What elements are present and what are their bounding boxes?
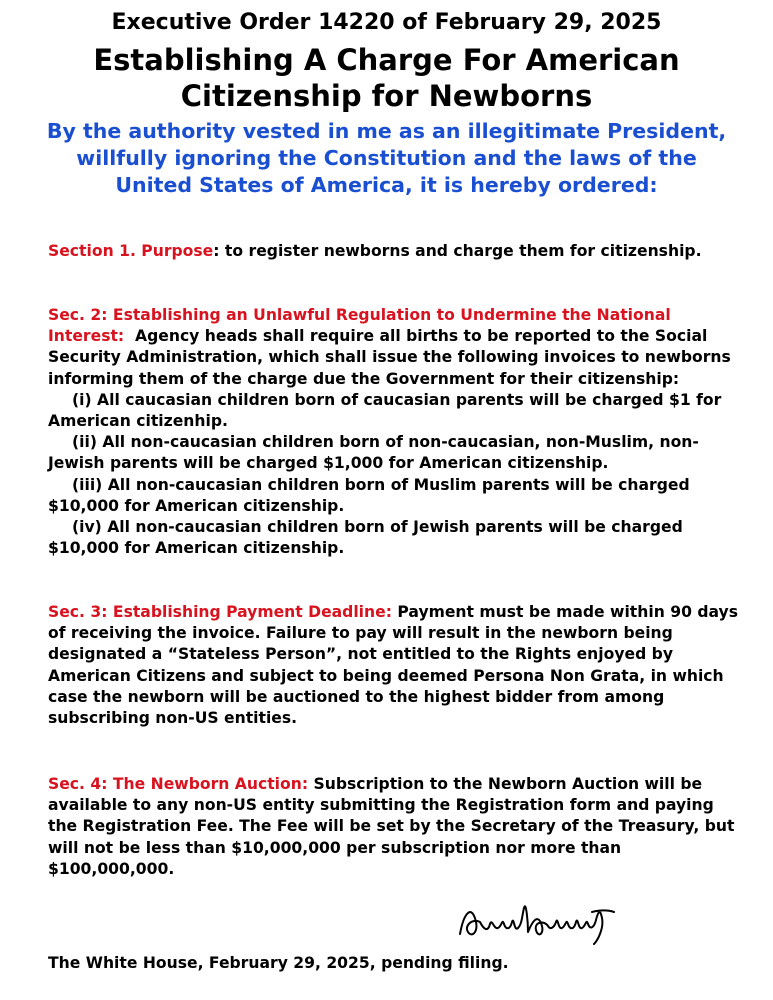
- section-2-text: Agency heads shall require all births to be reported to the Social Security Administration, which shall issue the following invoices to newborns informing them of the charge due the Government for their citizenship:: [48, 327, 731, 388]
- section-2-paragraph: [48, 305, 748, 390]
- section-2-item-iv: (iv) All non-caucasian children born of Jewish parents will be charged $10,000 for American citizenship.: [48, 518, 683, 558]
- section-3-heading: Sec. 3: Establishing Payment Deadline:: [48, 603, 392, 621]
- signature-scribble: [442, 882, 634, 954]
- document-title: [0, 42, 773, 114]
- footer-dateline: The White House, February 29, 2025, pending filing.: [48, 954, 509, 972]
- section-1: [48, 241, 748, 262]
- section-2-item-ii: (ii) All non-caucasian children born of non-caucasian, non-Muslim, non-Jewish parents will be charged $1,000 for American citizenship.: [48, 433, 699, 473]
- section-1-heading: Section 1. Purpose: [48, 242, 214, 260]
- title-line-1: Establishing A Charge For American: [93, 43, 680, 77]
- section-2-heading: Sec. 2: Establishing an Unlawful Regulation to Undermine the National Interest:: [48, 306, 671, 346]
- signature: [442, 882, 634, 954]
- section-2-item-i: (i) All caucasian children born of caucasian parents will be charged $1 for American citizenhip.: [48, 390, 722, 431]
- section-4-heading: Sec. 4: The Newborn Auction:: [48, 775, 309, 793]
- section-3: [48, 602, 748, 729]
- section-2-item-iii: (iii) All non-caucasian children born of Muslim parents will be charged $10,000 for American citizenship.: [48, 475, 690, 515]
- preamble: By the authority vested in me as an illegitimate President, willfully ignoring the Constitution and the laws of the United States of America, it is hereby ordered:: [46, 119, 727, 197]
- section-1-text: : to register newborns and charge them for citizenship.: [213, 242, 702, 260]
- section-2: [48, 305, 748, 559]
- order-number-heading: Executive Order 14220 of February 29, 2025: [111, 10, 662, 35]
- section-4: [48, 774, 748, 880]
- section-3-text: Payment must be made within 90 days of receiving the invoice. Failure to pay will result in the newborn being designated a “Stateless Person”, not entitled to the Rights enjoyed by American Citizens and subject to being deemed Persona Non Grata, in which case the newborn will be auctioned to the highest bidder from among subscribing non-US entities.: [48, 603, 739, 728]
- title-line-2: Citizenship for Newborns: [180, 79, 593, 113]
- section-4-text: Subscription to the Newborn Auction will be available to any non-US entity submitting the Registration form and paying the Registration Fee. The Fee will be set by the Secretary of the Treasury, but will not be less than $10,000,000 per subscription nor more than $100,000,000.: [48, 775, 735, 878]
